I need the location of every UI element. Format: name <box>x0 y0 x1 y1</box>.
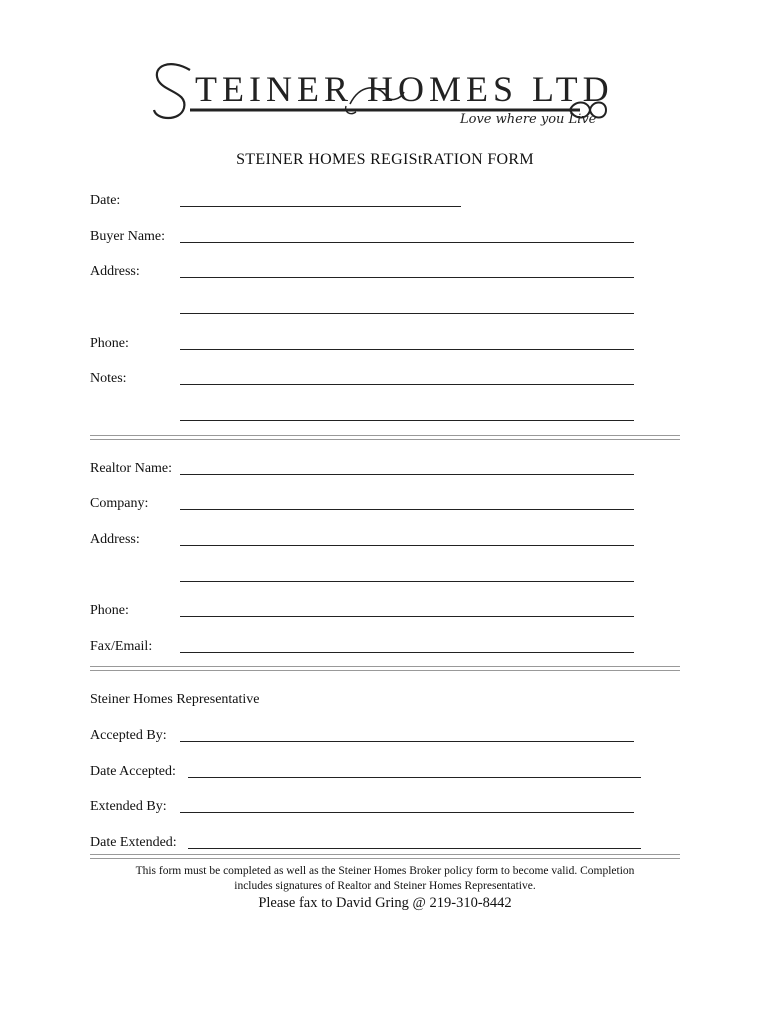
realtor-phone-label: Phone: <box>90 603 129 618</box>
fax-email-label: Fax/Email: <box>90 639 153 654</box>
form-title: STEINER HOMES REGIStRATION FORM <box>236 151 534 168</box>
company-field-line[interactable] <box>180 509 634 510</box>
section-divider <box>90 670 680 671</box>
realtor-phone-field-line[interactable] <box>180 616 634 617</box>
section-divider <box>90 858 680 859</box>
footer-note-line-1: This form must be completed as well as the Steiner Homes Broker policy form to become valid. Completion <box>135 865 635 877</box>
notes-field-line-2[interactable] <box>180 420 634 421</box>
realtor-name-label: Realtor Name: <box>90 461 173 476</box>
date-extended-field-line[interactable] <box>188 848 641 849</box>
notes-field-line-1[interactable] <box>180 384 634 385</box>
buyer-address-field-line-2[interactable] <box>180 313 634 314</box>
buyer-phone-label: Phone: <box>90 336 129 351</box>
company-logo <box>150 40 614 135</box>
date-extended-label: Date Extended: <box>90 835 177 850</box>
buyer-address-label: Address: <box>90 264 140 279</box>
date-label: Date: <box>90 193 121 208</box>
realtor-name-field-line[interactable] <box>180 474 634 475</box>
footer-note-line-2: includes signatures of Realtor and Steiner Homes Representative. <box>234 880 536 892</box>
company-label: Company: <box>90 496 149 511</box>
buyer-address-field-line-1[interactable] <box>180 277 634 278</box>
realtor-address-label: Address: <box>90 532 140 547</box>
section-divider <box>90 666 680 667</box>
section-divider <box>90 854 680 855</box>
section-divider <box>90 435 680 436</box>
buyer-name-label: Buyer Name: <box>90 229 166 244</box>
fax-instructions: Please fax to David Gring @ 219-310-8442 <box>258 895 512 911</box>
accepted-by-field-line[interactable] <box>180 741 634 742</box>
realtor-address-field-line-1[interactable] <box>180 545 634 546</box>
section-divider <box>90 439 680 440</box>
logo-name: TEINER HOMES LTD <box>195 69 614 109</box>
buyer-phone-field-line[interactable] <box>180 349 634 350</box>
date-accepted-label: Date Accepted: <box>90 764 176 779</box>
extended-by-field-line[interactable] <box>180 812 634 813</box>
representative-heading: Steiner Homes Representative <box>90 692 260 707</box>
fax-email-field-line[interactable] <box>180 652 634 653</box>
realtor-address-field-line-2[interactable] <box>180 581 634 582</box>
date-accepted-field-line[interactable] <box>188 777 641 778</box>
extended-by-label: Extended By: <box>90 799 167 814</box>
notes-label: Notes: <box>90 371 127 386</box>
accepted-by-label: Accepted By: <box>90 728 167 743</box>
buyer-name-field-line[interactable] <box>180 242 634 243</box>
date-field-line[interactable] <box>180 206 461 207</box>
logo-tagline: Love where you Live <box>460 112 597 127</box>
logo-wordmark <box>190 68 614 110</box>
